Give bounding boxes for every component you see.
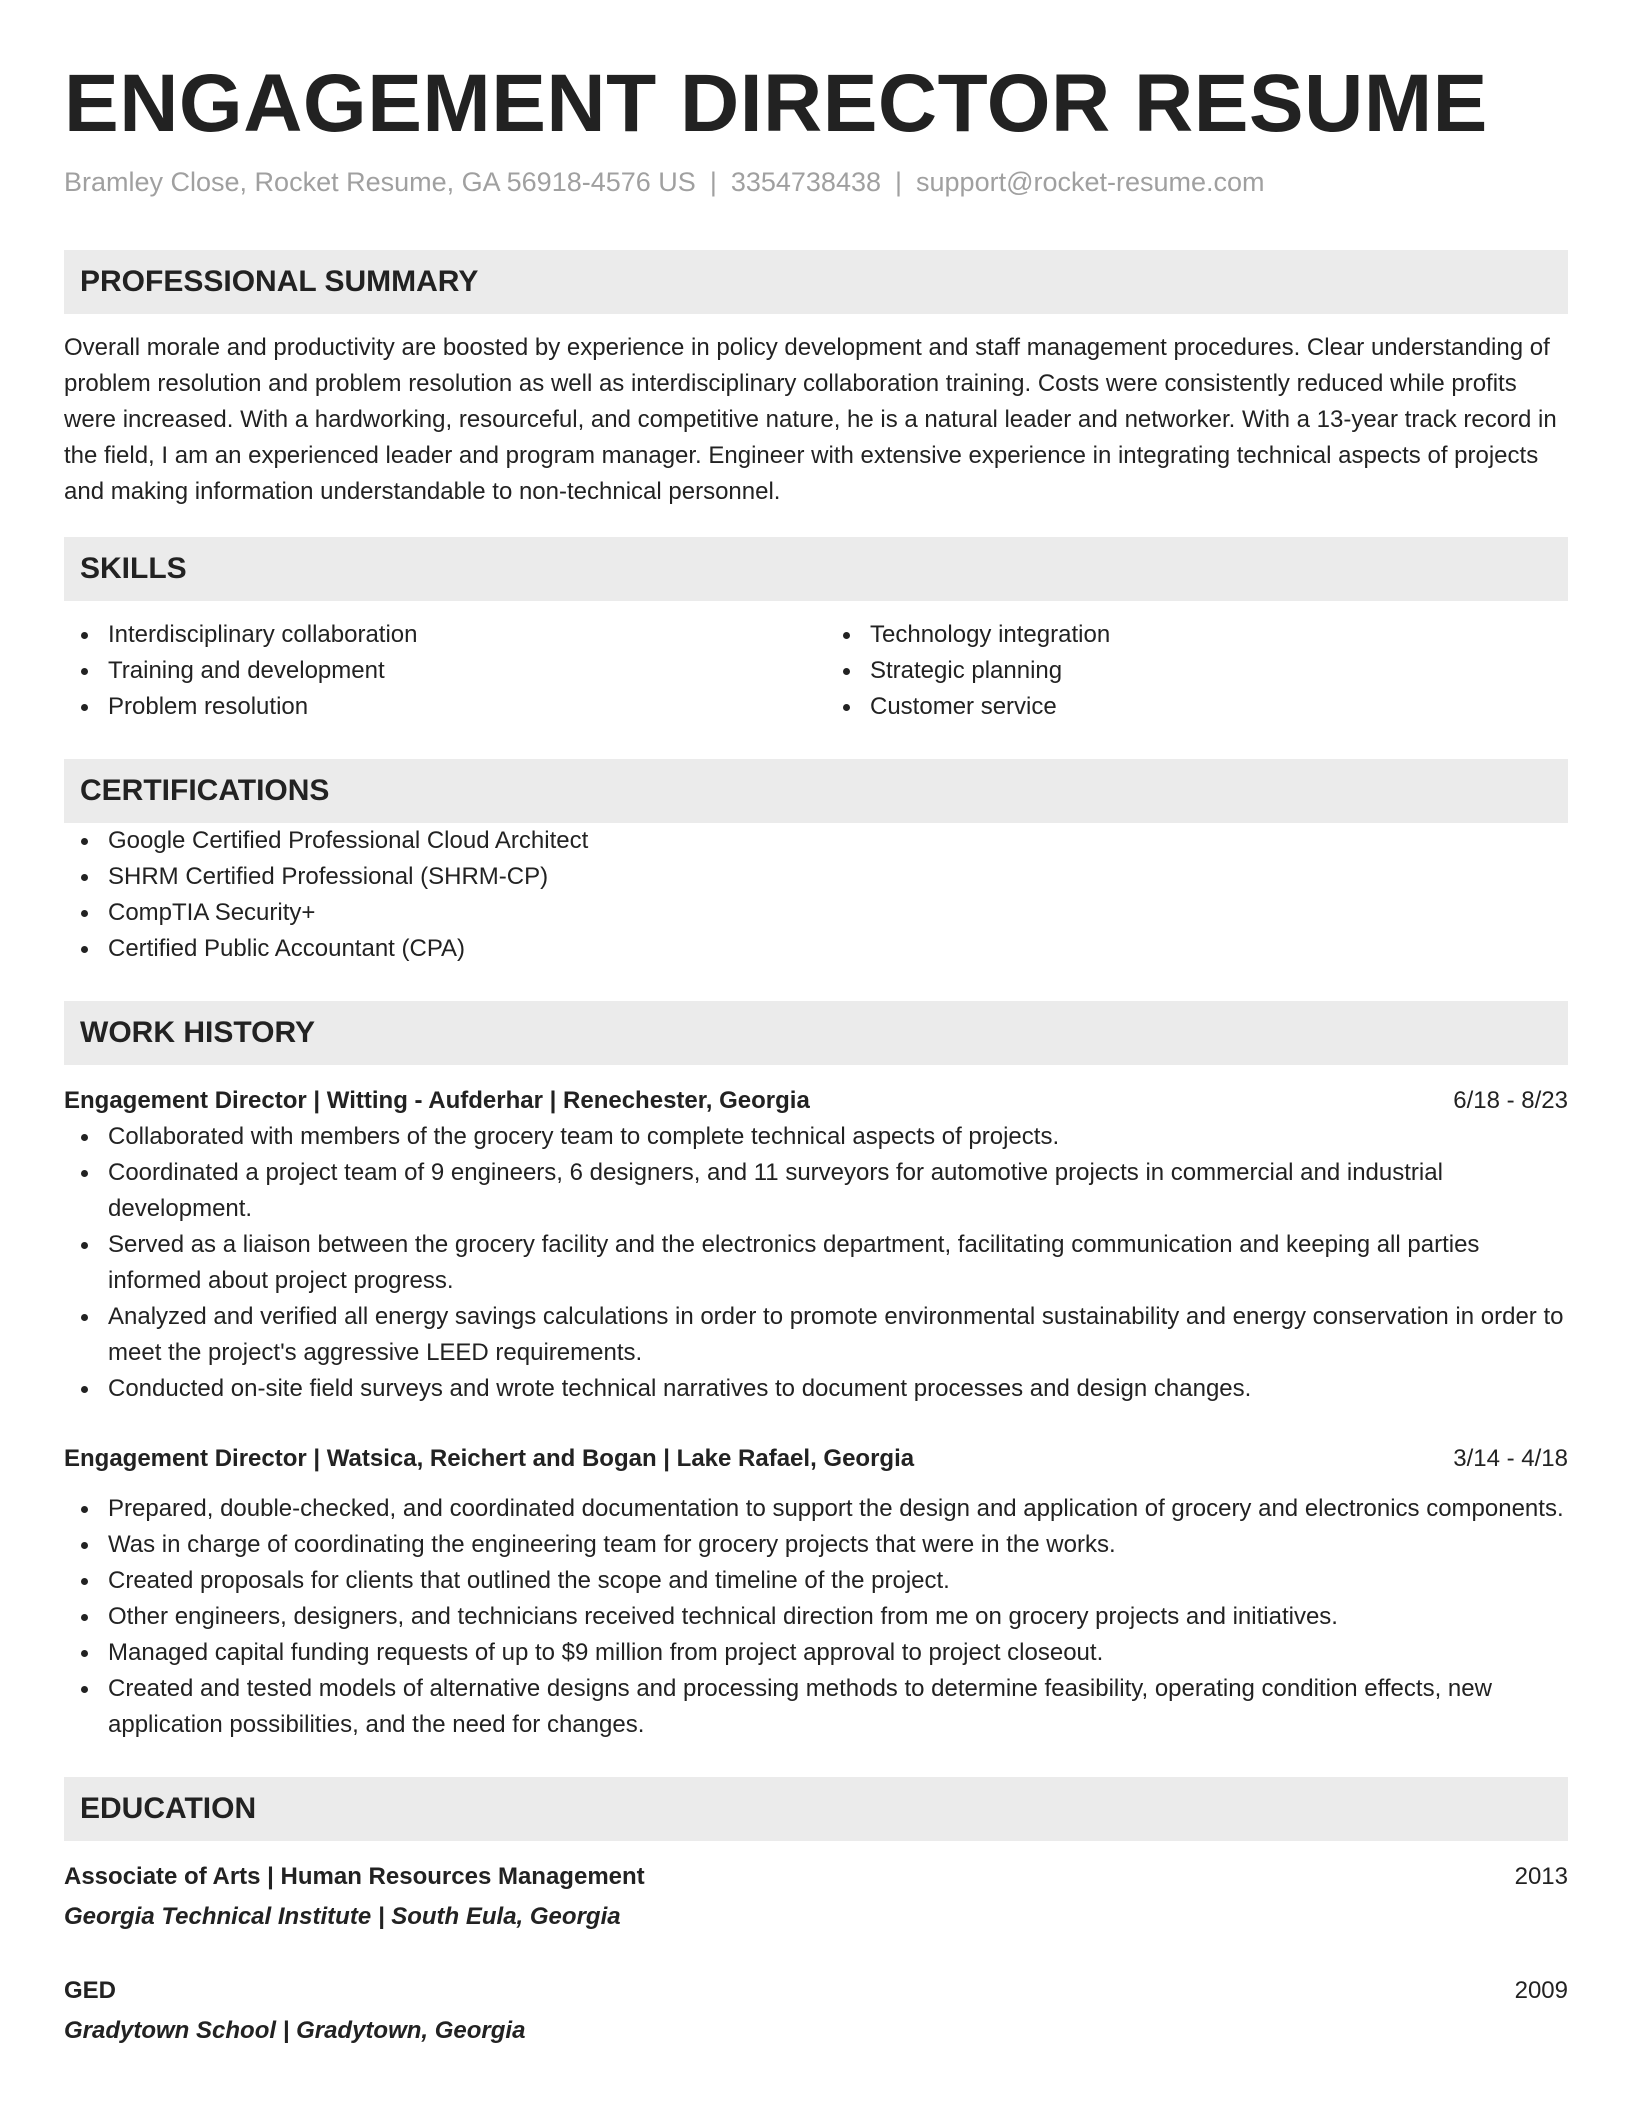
job-bullet: Created and tested models of alternative designs and processing methods to determine feasibility, operating condition effects, new application possibilities, and the need for changes. xyxy=(64,1671,1568,1743)
skill-item: Problem resolution xyxy=(64,689,806,725)
job-bullet: Conducted on-site field surveys and wrote technical narratives to document processes and design changes. xyxy=(64,1371,1568,1407)
contact-address: Bramley Close, Rocket Resume, GA 56918-4576 US xyxy=(64,167,696,197)
skills-list-left xyxy=(64,617,806,725)
education-header xyxy=(64,1859,1568,1895)
section-header-work-history: WORK HISTORY xyxy=(64,1001,1568,1065)
summary-text: Overall morale and productivity are boosted by experience in policy development and staff management procedures. Clear understanding of problem resolution and problem resolution as well as interdisciplinary collaboration training. Costs were consistently reduced while profits were increased. With a hardworking, resourceful, and competitive nature, he is a natural leader and networker. With a 13-year track record in the field, I am an experienced leader and program manager. Engineer with extensive experience in integrating technical aspects of projects and making information understandable to non-technical personnel. xyxy=(64,334,1557,505)
contact-separator: | xyxy=(709,167,717,197)
education-year: 2013 xyxy=(1514,1863,1568,1890)
contact-email: support@rocket-resume.com xyxy=(916,167,1265,197)
job-bullet: Coordinated a project team of 9 engineers, 6 designers, and 11 surveyors for automotive projects in commercial and industrial development. xyxy=(64,1155,1568,1227)
skill-item: Strategic planning xyxy=(826,653,1568,689)
education-school: Georgia Technical Institute | South Eula, Georgia xyxy=(64,1903,621,1930)
section-header-education: EDUCATION xyxy=(64,1777,1568,1841)
job-bullet: Analyzed and verified all energy savings calculations in order to promote environmental sustainability and energy conservation in order to meet the project's aggressive LEED requirements. xyxy=(64,1299,1568,1371)
certification-item: Google Certified Professional Cloud Architect xyxy=(64,823,1568,859)
job-bullet: Other engineers, designers, and technicians received technical direction from me on grocery projects and initiatives. xyxy=(64,1599,1568,1635)
certification-item: SHRM Certified Professional (SHRM-CP) xyxy=(64,859,1568,895)
job-bullets xyxy=(64,1491,1568,1743)
skill-item: Technology integration xyxy=(826,617,1568,653)
job-bullet: Created proposals for clients that outlined the scope and timeline of the project. xyxy=(64,1563,1568,1599)
education-year: 2009 xyxy=(1514,1977,1568,2004)
job-title: Engagement Director | Watsica, Reichert and Bogan | Lake Rafael, Georgia xyxy=(64,1445,915,1472)
job-bullet: Collaborated with members of the grocery team to complete technical aspects of projects. xyxy=(64,1119,1568,1155)
skill-item: Customer service xyxy=(826,689,1568,725)
resume-title: ENGAGEMENT DIRECTOR RESUME xyxy=(64,58,1488,149)
job-title: Engagement Director | Witting - Aufderhar | Renechester, Georgia xyxy=(64,1087,810,1114)
education-header xyxy=(64,1973,1568,2009)
section-header-summary: PROFESSIONAL SUMMARY xyxy=(64,250,1568,314)
resume-page xyxy=(64,50,1568,2049)
skill-item: Training and development xyxy=(64,653,806,689)
section-header-certifications: CERTIFICATIONS xyxy=(64,759,1568,823)
job-bullet: Prepared, double-checked, and coordinated documentation to support the design and application of grocery and electronics components. xyxy=(64,1491,1568,1527)
certification-item: Certified Public Accountant (CPA) xyxy=(64,931,1568,967)
contact-phone: 3354738438 xyxy=(730,167,881,197)
job-bullets xyxy=(64,1119,1568,1407)
job-header xyxy=(64,1441,1568,1477)
section-header-skills: SKILLS xyxy=(64,537,1568,601)
contact-line xyxy=(64,164,1568,200)
job-dates: 6/18 - 8/23 xyxy=(1453,1087,1568,1114)
certification-item: CompTIA Security+ xyxy=(64,895,1568,931)
job-entry xyxy=(64,1083,1568,1407)
job-bullet: Managed capital funding requests of up to $9 million from project approval to project closeout. xyxy=(64,1635,1568,1671)
job-entry xyxy=(64,1441,1568,1743)
certifications-list xyxy=(64,823,1568,967)
job-bullet: Served as a liaison between the grocery facility and the electronics department, facilitating communication and keeping all parties informed about project progress. xyxy=(64,1227,1568,1299)
education-degree: GED xyxy=(64,1977,117,2004)
job-bullet: Was in charge of coordinating the engineering team for grocery projects that were in the works. xyxy=(64,1527,1568,1563)
contact-separator: | xyxy=(895,167,903,197)
job-header xyxy=(64,1083,1568,1119)
education-entry xyxy=(64,1859,1568,1935)
job-dates: 3/14 - 4/18 xyxy=(1453,1445,1568,1472)
skills-list-right xyxy=(826,617,1568,725)
education-entry xyxy=(64,1973,1568,2049)
skills-grid xyxy=(64,617,1568,725)
skill-item: Interdisciplinary collaboration xyxy=(64,617,806,653)
education-degree: Associate of Arts | Human Resources Management xyxy=(64,1863,645,1890)
education-school: Gradytown School | Gradytown, Georgia xyxy=(64,2017,526,2044)
